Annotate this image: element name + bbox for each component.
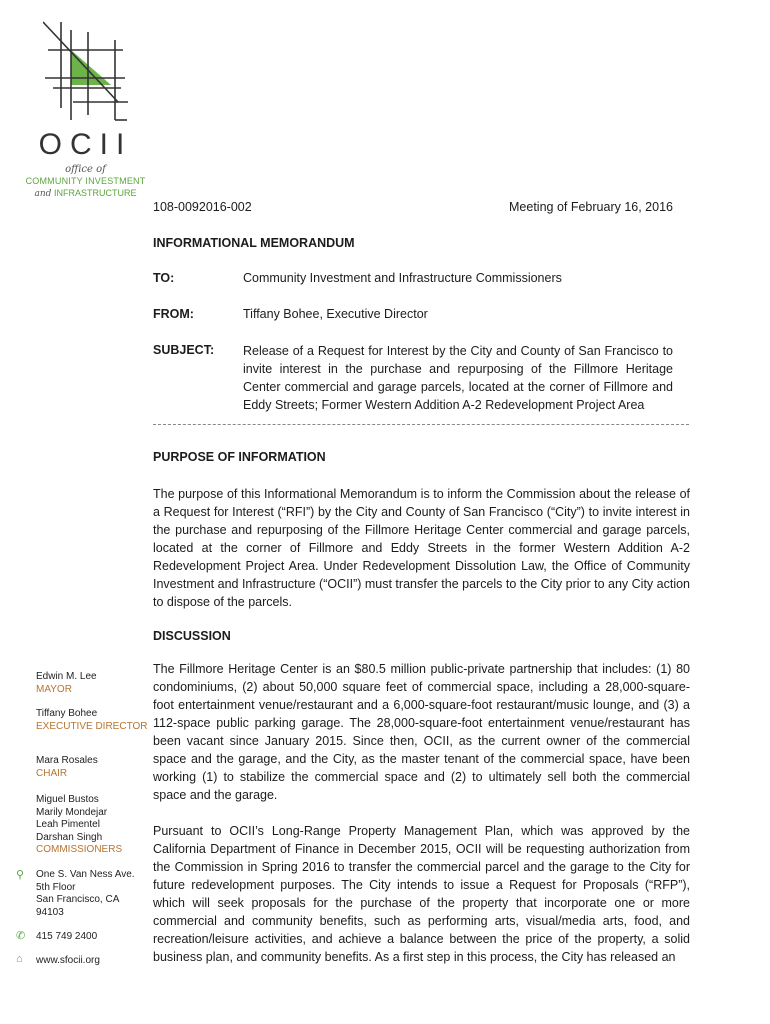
address-line: San Francisco, CA (36, 894, 120, 905)
memo-title: INFORMATIONAL MEMORANDUM (153, 236, 355, 250)
to-label: TO: (153, 271, 175, 285)
website-link[interactable]: www.sfocii.org (36, 955, 100, 966)
to-value: Community Investment and Infrastructure Commissioners (243, 271, 562, 285)
commissioner-name: Leah Pimentel (36, 819, 100, 830)
commissioners-role: COMMISSIONERS (36, 844, 123, 855)
from-label: FROM: (153, 307, 194, 321)
discussion-paragraph-1: The Fillmore Heritage Center is an $80.5 million public-private partnership that includes: (1) 80 condominiums, (2) about 50,000 square feet of commercial space, including a 28,000-square-foot entertainment venue/restaurant and a 6,000-square-foot restaurant/music lounge, and (3) a 112-space public parking garage. The 28,000-square-foot entertainment venue/restaurant has been vacant since January 2015. Since then, OCII, as the current owner of the commercial space and the garage, and the City, as the master tenant of the commercial space, have been working (1) to stabilize the commercial space and (2) to ultimately sell both the commercial space and the garage. (153, 662, 690, 802)
meeting-date: Meeting of February 16, 2016 (509, 200, 673, 214)
sidebar-mayor (36, 671, 97, 696)
commissioner-name: Miguel Bustos (36, 794, 99, 805)
location-pin-icon: ⚲ (16, 869, 25, 881)
chair-role: CHAIR (36, 767, 68, 779)
purpose-paragraph: The purpose of this Informational Memorandum is to inform the Commission about the release of a Request for Interest (“RFI”) by the City and County of San Francisco (“City”) to invite interest in the purchase and repurposing of the Fillmore Heritage Center commercial and garage parcels, located at the corner of Fillmore and Eddy Streets in the former Western Addition A-2 Redevelopment Project Area. Under Redevelopment Dissolution Law, the Office of Community Investment and Infrastructure (“OCII”) must transfer the parcels to the City prior to any City action to dispose of the parcels. (153, 487, 691, 609)
address-line: 5th Floor (36, 881, 76, 893)
subject-value: Release of a Request for Interest by the City and County of San Francisco to invite interest in the purchase and repurposing of the Fillmore Heritage Center commercial and garage parcels, located at the corner of Fillmore and Eddy Streets; Former Western Addition A-2 Redevelopment Project Area (243, 344, 673, 412)
purpose-heading: PURPOSE OF INFORMATION (153, 450, 326, 464)
logo-community-investment: COMMUNITY INVESTMENT (25, 176, 146, 186)
discussion-paragraph-2: Pursuant to OCII’s Long-Range Property Management Plan, which was approved by the California Department of Finance in December 2015, OCII will be requesting authorization from the Commission in Spring 2016 to transfer the commercial parcel and the garage to the City for future redevelopment purposes. The City intends to issue a Request for Proposals (“RFP”), which will seek proposals for the purchase of the property that incorporate one or more commercial and community benefits, such as performing arts, visual/media arts, food, and recreation/leisure activities, and achieve a balance between the price of the property, a solid business plan, and community benefits. As a first step in this process, the City has released an (153, 824, 690, 964)
home-icon: ⌂ (16, 953, 23, 965)
chair-name: Mara Rosales (36, 755, 98, 766)
from-value: Tiffany Bohee, Executive Director (243, 307, 428, 321)
document-number: 108-0092016-002 (153, 200, 252, 214)
logo-infrastructure: INFRASTRUCTURE (53, 188, 137, 198)
address-line: 94103 (36, 906, 64, 918)
logo-office-of: office of (65, 164, 106, 175)
mayor-role: MAYOR (36, 683, 72, 695)
phone-number: 415 749 2400 (36, 931, 98, 942)
commissioner-name: Marily Mondejar (36, 806, 108, 818)
commissioner-name: Darshan Singh (36, 831, 103, 843)
discussion-heading: DISCUSSION (153, 629, 231, 643)
ocii-logo-mark-icon (43, 20, 128, 125)
phone-icon: ✆ (16, 930, 26, 942)
director-name: Tiffany Bohee (36, 708, 98, 719)
divider (153, 424, 689, 425)
address (36, 869, 135, 919)
sidebar-director (36, 708, 148, 733)
address-line: One S. Van Ness Ave. (36, 869, 135, 880)
sidebar-chair (36, 755, 98, 780)
subject-label: SUBJECT: (153, 343, 215, 357)
director-role: EXECUTIVE DIRECTOR (36, 720, 148, 732)
logo-and: and (34, 189, 52, 199)
logo-wordmark: OCII (38, 128, 133, 161)
sidebar-commissioners (36, 794, 122, 857)
mayor-name: Edwin M. Lee (36, 671, 97, 682)
logo-infrastructure-line (18, 188, 153, 199)
